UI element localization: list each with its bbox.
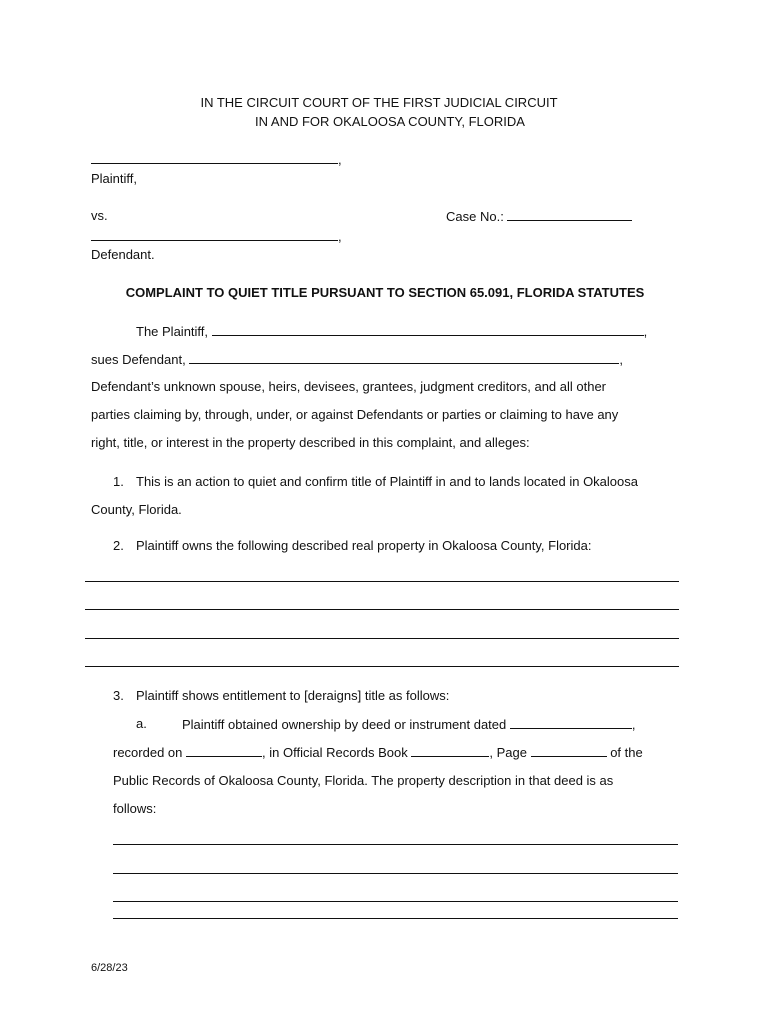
para-3-number: 3. xyxy=(113,688,124,703)
para-1-number: 1. xyxy=(113,474,124,489)
deed-description-line-2[interactable] xyxy=(113,873,678,874)
para-3-text: Plaintiff shows entitlement to [deraigns] title as follows: xyxy=(136,688,450,703)
court-header-line-1: IN THE CIRCUIT COURT OF THE FIRST JUDICIAL CIRCUIT xyxy=(200,95,558,110)
case-number-label: Case No.: xyxy=(446,209,504,224)
case-number-blank[interactable] xyxy=(507,208,632,221)
para-3a-line-3: Public Records of Okaloosa County, Florida. The property description in that deed is as xyxy=(113,773,614,788)
para-1-line-2: County, Florida. xyxy=(91,502,182,517)
intro-plaintiff-blank[interactable] xyxy=(212,323,644,336)
deed-date-blank[interactable] xyxy=(510,716,632,729)
deed-description-line-1[interactable] xyxy=(113,844,678,845)
para-2-text: Plaintiff owns the following described real property in Okaloosa County, Florida: xyxy=(136,538,592,553)
intro-line-5: right, title, or interest in the property described in this complaint, and alleges: xyxy=(91,435,530,450)
recorded-on-blank[interactable] xyxy=(186,744,262,757)
plaintiff-name-row xyxy=(91,151,342,167)
of-the-label: of the xyxy=(610,745,643,760)
page-number-blank[interactable] xyxy=(531,744,607,757)
para-3a-row-1 xyxy=(182,716,636,732)
para-3a-text: Plaintiff obtained ownership by deed or instrument dated xyxy=(182,717,507,732)
page-label: , Page xyxy=(489,745,527,760)
property-description-line-1[interactable] xyxy=(85,581,679,582)
intro-plaintiff-comma: , xyxy=(643,324,648,339)
plaintiff-name-comma: , xyxy=(338,152,342,167)
recorded-on-label: recorded on xyxy=(113,745,183,760)
property-description-line-2[interactable] xyxy=(85,609,679,610)
defendant-name-blank[interactable] xyxy=(91,228,338,241)
case-number-row xyxy=(446,208,632,224)
property-description-line-3[interactable] xyxy=(85,638,679,639)
intro-plaintiff-prefix: The Plaintiff, xyxy=(136,324,209,339)
para-2-number: 2. xyxy=(113,538,124,553)
intro-defendant-row xyxy=(91,351,623,367)
records-book-blank[interactable] xyxy=(411,744,489,757)
property-description-line-4[interactable] xyxy=(85,666,679,667)
document-title: COMPLAINT TO QUIET TITLE PURSUANT TO SECTION 65.091, FLORIDA STATUTES xyxy=(125,285,645,300)
intro-line-4: parties claiming by, through, under, or against Defendants or parties or claiming to have any xyxy=(91,407,619,422)
intro-plaintiff-row xyxy=(136,323,647,339)
intro-line-3: Defendant’s unknown spouse, heirs, devisees, grantees, judgment creditors, and all other xyxy=(91,379,607,394)
intro-defendant-blank[interactable] xyxy=(189,351,619,364)
deed-date-comma: , xyxy=(631,717,636,732)
intro-defendant-comma: , xyxy=(619,352,623,367)
deed-description-line-4[interactable] xyxy=(113,918,678,919)
footer-date: 6/28/23 xyxy=(91,962,128,974)
plaintiff-label: Plaintiff, xyxy=(91,171,138,186)
defendant-name-comma: , xyxy=(338,229,342,244)
plaintiff-name-blank[interactable] xyxy=(91,151,338,164)
intro-sues-prefix: sues Defendant, xyxy=(91,352,186,367)
para-1-line-1: This is an action to quiet and confirm title of Plaintiff in and to lands located in Okaloosa xyxy=(136,474,638,489)
defendant-name-row xyxy=(91,228,342,244)
official-records-label: , in Official Records Book xyxy=(262,745,408,760)
para-3a-line-4: follows: xyxy=(113,801,157,816)
vs-label: vs. xyxy=(91,208,108,223)
court-header-line-2: IN AND FOR OKALOOSA COUNTY, FLORIDA xyxy=(255,114,525,129)
para-3a-letter: a. xyxy=(136,716,147,731)
defendant-label: Defendant. xyxy=(91,247,155,262)
para-3a-row-2 xyxy=(113,744,643,760)
deed-description-line-3[interactable] xyxy=(113,901,678,902)
